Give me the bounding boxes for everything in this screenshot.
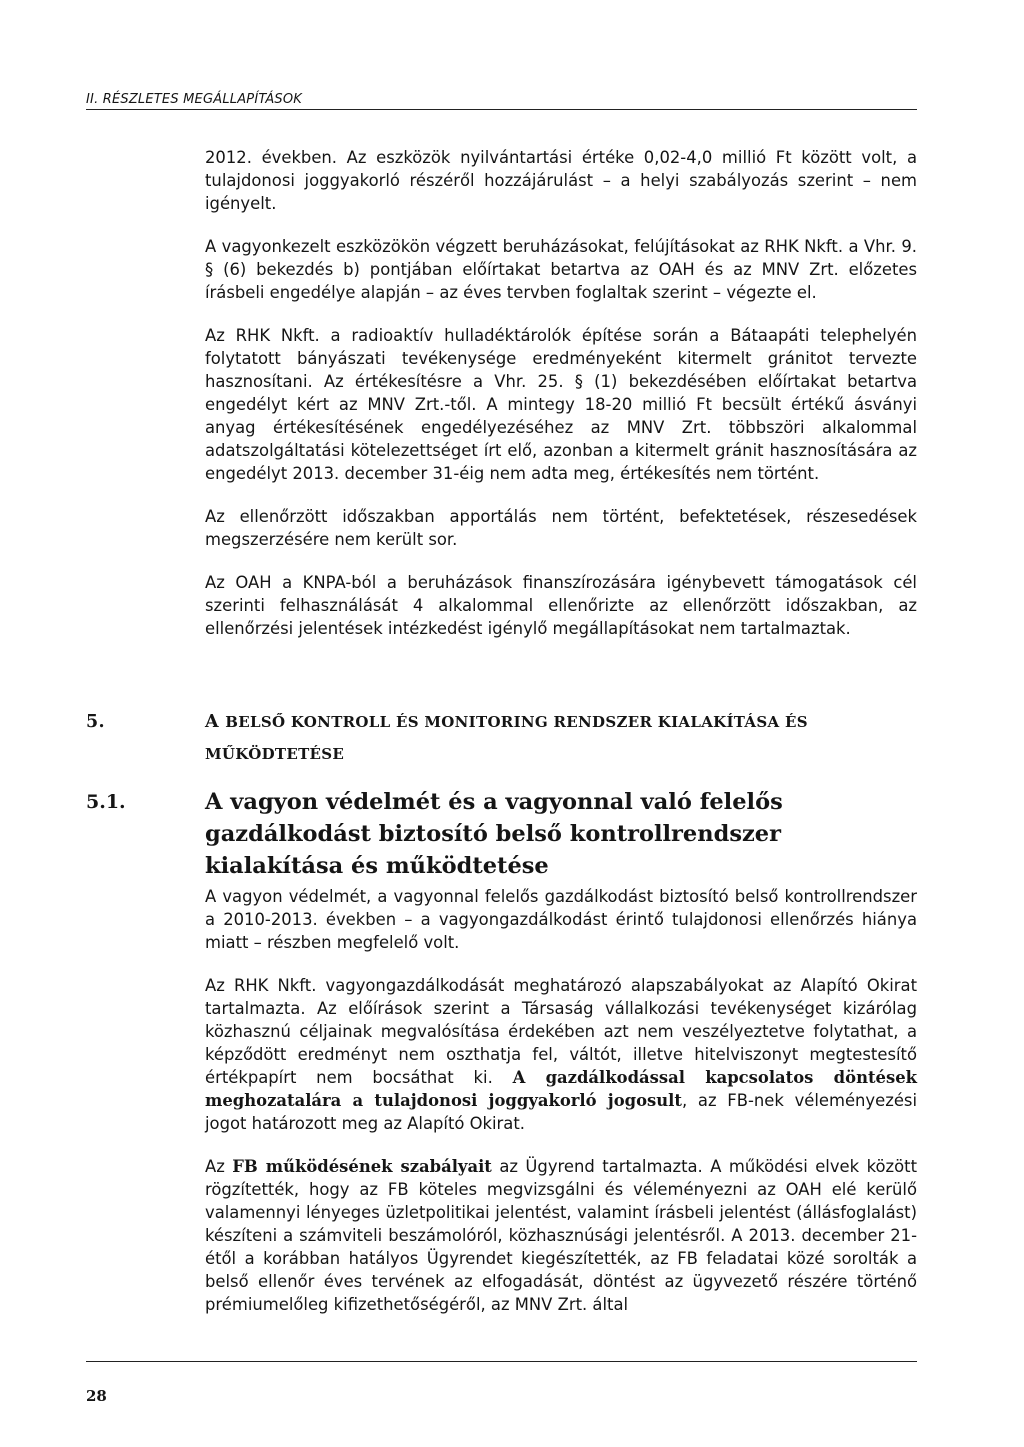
paragraph: Az ellenőrzött időszakban apportálás nem történt, befektetések, részesedések megszerzésére nem került sor. (205, 507, 917, 549)
paragraph: Az RHK Nkft. a radioaktív hulladéktárolók építése során a Bátaapáti telephelyén folytatott bányászati tevékenysége eredményeként kitermelt gránitot tervezte hasznosítani. Az értékesítésre a Vhr. 25. § (1) bekezdésében előírtakat betartva engedélyt kért az MNV Zrt.-től. A mintegy 18-20 millió Ft becsült értékű ásványi anyag értékesítésének engedélyezéséhez az MNV Zrt. többszöri alkalommal adatszolgáltatási kötelezettséget írt elő, azonban a kitermelt gránit hasznosítására az engedélyt 2013. december 31-éig nem adta meg, értékesítés nem történt. (205, 326, 917, 483)
text-run: , az FB-nek véleményezési jogot határozott meg az Alapító Okirat. (205, 1091, 917, 1133)
section-5-1-heading (86, 786, 917, 882)
paragraph (205, 974, 917, 1135)
section-5-heading (86, 706, 917, 770)
footer-divider (86, 1361, 917, 1362)
bold-text-run: FB működésének szabályait (232, 1157, 492, 1176)
paragraph (205, 1155, 917, 1316)
subsection-number: 5.1. (86, 791, 126, 813)
text-run: Az (205, 1157, 233, 1176)
section-number: 5. (86, 712, 105, 732)
page-number: 28 (86, 1387, 107, 1405)
subsection-title: A vagyon védelmét és a vagyonnal való felelős gazdálkodást biztosító belső kontrollrendszer kialakítása és működtetése (205, 789, 783, 879)
paragraph: A vagyonkezelt eszközökön végzett beruházásokat, felújításokat az RHK Nkft. a Vhr. 9. § (6) bekezdés b) pontjában előírtakat betartva az OAH és az MNV Zrt. előzetes írásbeli engedélye alapján – az éves tervben foglaltak szerint – végezte el. (205, 237, 917, 302)
bold-text-run: A gazdálkodással kapcsolatos döntések meghozatalára a tulajdonosi joggyakorló jogosult (205, 1068, 918, 1110)
text-run: Az RHK Nkft. vagyongazdálkodását meghatározó alapszabályokat az Alapító Okirat tartalmazta. Az előírások szerint a Társaság vállalkozási tevékenységet kizárólag közhasznú céljainak megvalósítása érdekében azt nem veszélyeztetve folytathat, a képződött eredményt nem oszthatja fel, váltót, illetve hitelviszonyt megtestesítő értékpapírt nem bocsáthat ki. (205, 976, 917, 1087)
section-title (205, 706, 917, 770)
paragraph: Az OAH a KNPA-ból a beruházások finanszírozására igénybevett támogatások cél szerinti felhasználását 4 alkalommal ellenőrizte az ellenőrzött időszakban, az ellenőrzési jelentések intézkedést igénylő megállapításokat nem tartalmaztak. (205, 573, 917, 638)
section-title-initial: A (205, 712, 219, 732)
paragraph: A vagyon védelmét, a vagyonnal felelős gazdálkodást biztosító belső kontrollrendszer a 2010-2013. években – a vagyongazdálkodást érintő tulajdonosi ellenőrzés hiánya miatt – részben megfelelő volt. (205, 887, 917, 952)
paragraph: 2012. években. Az eszközök nyilvántartási értéke 0,02-4,0 millió Ft között volt, a tulajdonosi joggyakorló részéről hozzájárulást – a helyi szabályozás szerint – nem igényelt. (205, 148, 917, 213)
section-title-rest: BELSŐ KONTROLL ÉS MONITORING RENDSZER KIALAKÍTÁSA ÉS MŰKÖDTETÉSE (205, 713, 808, 763)
text-run: az Ügyrend tartalmazta. A működési elvek között rögzítették, hogy az FB köteles megvizsgálni és véleményezni az OAH elé kerülő valamennyi lényeges üzletpolitikai jelentést, valamint írásbeli jelentést (állásfoglalást) készíteni a számviteli beszámolóról, közhasznúsági jelentésről. A 2013. december 21-étől a korábban hatályos Ügyrendet kiegészítették, az FB feladatai közé sorolták a belső ellenőr éves tervének az elfogadását, döntést az ügyvezető részére történő prémiumelőleg kifizethetőségéről, az MNV Zrt. által (205, 1157, 918, 1314)
running-header: II. RÉSZLETES MEGÁLLAPÍTÁSOK (86, 92, 917, 110)
body-text-bottom (205, 885, 917, 1336)
body-text-top (205, 146, 917, 660)
